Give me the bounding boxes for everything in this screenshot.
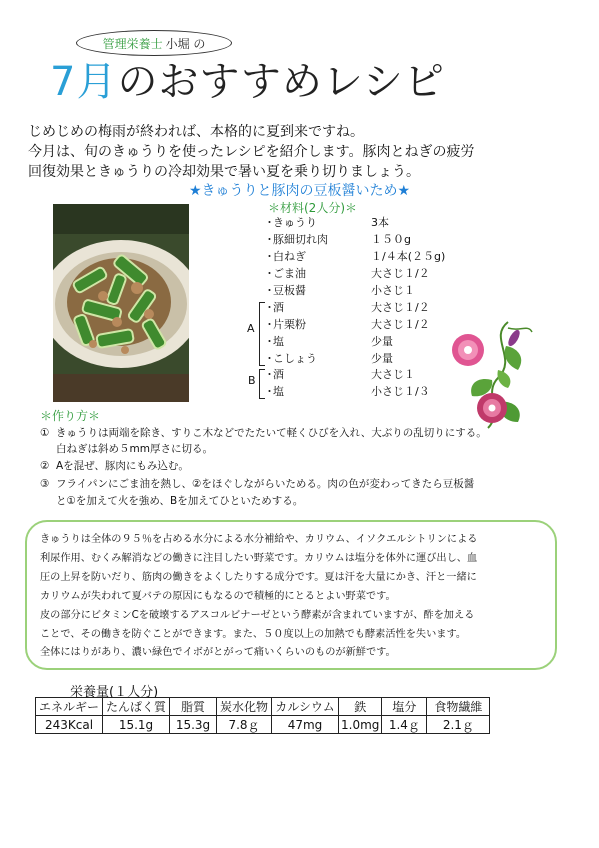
ingredients-header: ＊材料(2人分)＊ <box>268 201 357 215</box>
dish-photo-image <box>53 204 189 402</box>
table-header-cell: 脂質 <box>170 698 217 716</box>
info-line: カリウムが失われて夏バテの原因にもなるので積極的にとるとよい野菜です。 <box>40 591 396 602</box>
info-line: きゅうりは全体の９５％を占める水分による水分補給や、カリウム、イソクエルシトリンによる <box>40 534 478 545</box>
table-row <box>36 698 490 716</box>
steps-header: ＊作り方＊ <box>40 409 101 423</box>
table-header-cell: たんぱく質 <box>103 698 170 716</box>
step-line: 白ねぎは斜め５mm厚さに切る。 <box>56 443 213 455</box>
table-header-cell: 食物繊維 <box>427 698 490 716</box>
table-cell: 7.8ｇ <box>217 716 272 734</box>
author-role: 管理栄養士 <box>102 36 163 51</box>
dish-photo <box>53 204 189 402</box>
table-cell: 1.0mg <box>339 716 382 734</box>
step-line: ③ フライパンにごま油を熱し、②をほぐしながらいためる。肉の色が変わってきたら豆板醤 <box>40 478 475 490</box>
info-line: 皮の部分にビタミンCを破壊するアスコルビナーゼという酵素が含まれていますが、酢を加える <box>40 610 475 621</box>
table-cell: 15.3g <box>170 716 217 734</box>
table-header-cell: 塩分 <box>382 698 427 716</box>
morning-glory-illustration <box>448 318 534 430</box>
title-month: 7月 <box>50 59 118 105</box>
table-cell: 243Kcal <box>36 716 103 734</box>
intro-line: じめじめの梅雨が終われば、本格的に夏到来ですね。 <box>28 124 364 140</box>
info-line: ことで、その働きを防ぐことができます。また、５０度以上の加熱でも酵素活性を失います。 <box>40 629 467 640</box>
group-a-label: A <box>247 322 255 335</box>
intro-paragraph <box>28 122 578 182</box>
recipe-title: ★きゅうりと豚肉の豆板醤いため★ <box>188 183 411 199</box>
intro-line: 回復効果ときゅうりの冷却効果で暑い夏を乗り切りましょう。 <box>28 164 420 180</box>
table-header-cell: エネルギー <box>36 698 103 716</box>
table-row <box>36 716 490 734</box>
nutrition-table <box>35 697 490 734</box>
table-cell: 15.1g <box>103 716 170 734</box>
table-cell: 1.4ｇ <box>382 716 427 734</box>
table-header-cell: 鉄 <box>339 698 382 716</box>
table-header-cell: 炭水化物 <box>217 698 272 716</box>
info-line: 利尿作用、むくみ解消などの働きに注目したい野菜です。カリウムは塩分を体外に運び出し、血 <box>40 553 478 564</box>
table-header-cell: カルシウム <box>272 698 339 716</box>
title-rest: のおすすめレシピ <box>117 59 445 105</box>
group-b-label: B <box>248 374 256 387</box>
page-title <box>50 58 445 106</box>
table-cell: 2.1ｇ <box>427 716 490 734</box>
nutrition-title: 栄養量(１人分) <box>70 685 159 700</box>
step-line: ① きゅうりは両端を除き、すりこ木などでたたいて軽くひびを入れ、大ぶりの乱切りにする。 <box>40 427 487 439</box>
info-line: 圧の上昇を防いだり、筋肉の働きをよくしたりする成分です。夏は汗を大量にかき、汗と一緒に <box>40 572 477 583</box>
intro-line: 今月は、旬のきゅうりを使ったレシピを紹介します。豚肉とねぎの疲労 <box>28 144 475 160</box>
author-bubble <box>76 30 232 56</box>
author-name: 小堀 の <box>165 36 206 51</box>
step-line: ② Aを混ぜ、豚肉にもみ込む。 <box>40 460 189 472</box>
table-cell: 47mg <box>272 716 339 734</box>
step-line: と①を加えて火を強め、Bを加えてひといためする。 <box>56 495 304 507</box>
info-line: 全体にはりがあり、濃い緑色でイボがとがって痛いくらいのものが新鮮です。 <box>40 647 396 658</box>
